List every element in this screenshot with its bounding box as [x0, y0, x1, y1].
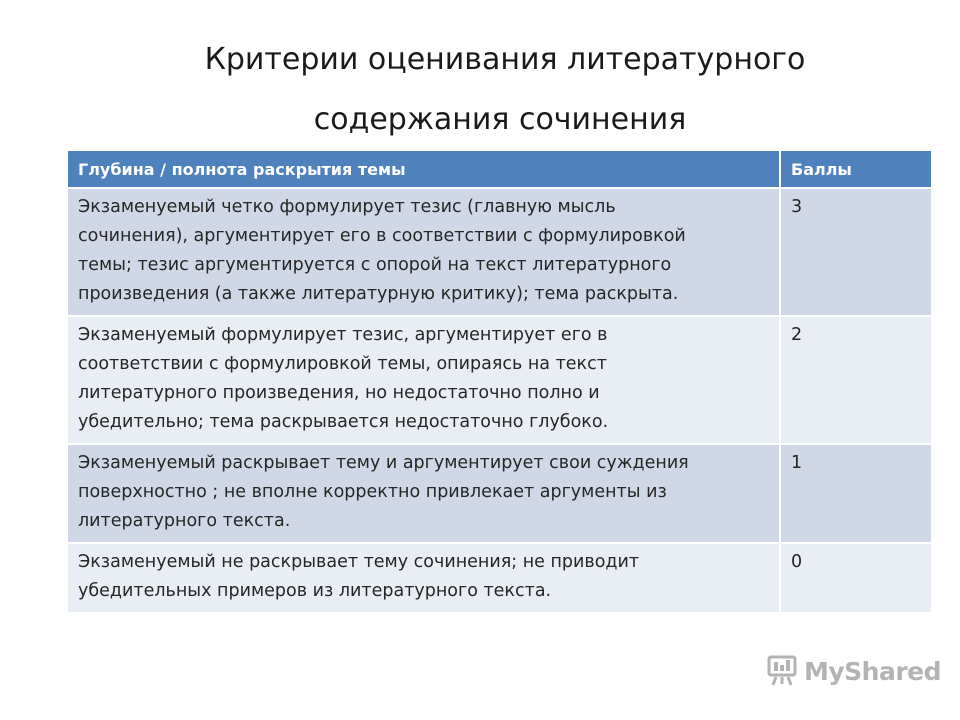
criterion-text: Экзаменуемый раскрывает тему и аргументирует свои суждения поверхностно ; не вполне корректно привлекает аргументы из литературного текста. [68, 444, 780, 543]
score-value: 3 [780, 188, 931, 316]
table-row [68, 444, 931, 543]
slide-title [0, 30, 960, 150]
slide-title-line-2: содержания сочинения [313, 102, 687, 137]
table-row [68, 543, 931, 613]
watermark-text: MyShared [804, 656, 942, 686]
criterion-text: Экзаменуемый четко формулирует тезис (главную мысль сочинения), аргументирует его в соответствии с формулировкой темы; тезис аргументируется с опорой на текст литературного произведения (а также литературную критику); тема раскрыта. [68, 188, 780, 316]
criteria-table [68, 151, 931, 614]
table-row [68, 316, 931, 444]
criterion-text: Экзаменуемый не раскрывает тему сочинения; не приводит убедительных примеров из литературного текста. [68, 543, 780, 613]
table-row [68, 188, 931, 316]
criterion-text: Экзаменуемый формулирует тезис, аргументирует его в соответствии с формулировкой темы, опираясь на текст литературного произведения, но недостаточно полно и убедительно; тема раскрывается недостаточно глубоко. [68, 316, 780, 444]
column-header-score: Баллы [780, 151, 931, 188]
score-value: 2 [780, 316, 931, 444]
score-value: 0 [780, 543, 931, 613]
myshared-logo-icon [766, 655, 800, 687]
column-header-criterion: Глубина / полнота раскрытия темы [68, 151, 780, 188]
slide-title-line-1: Критерии оценивания литературного [204, 42, 806, 77]
score-value: 1 [780, 444, 931, 543]
table-header-row [68, 151, 931, 188]
myshared-watermark [766, 655, 941, 687]
